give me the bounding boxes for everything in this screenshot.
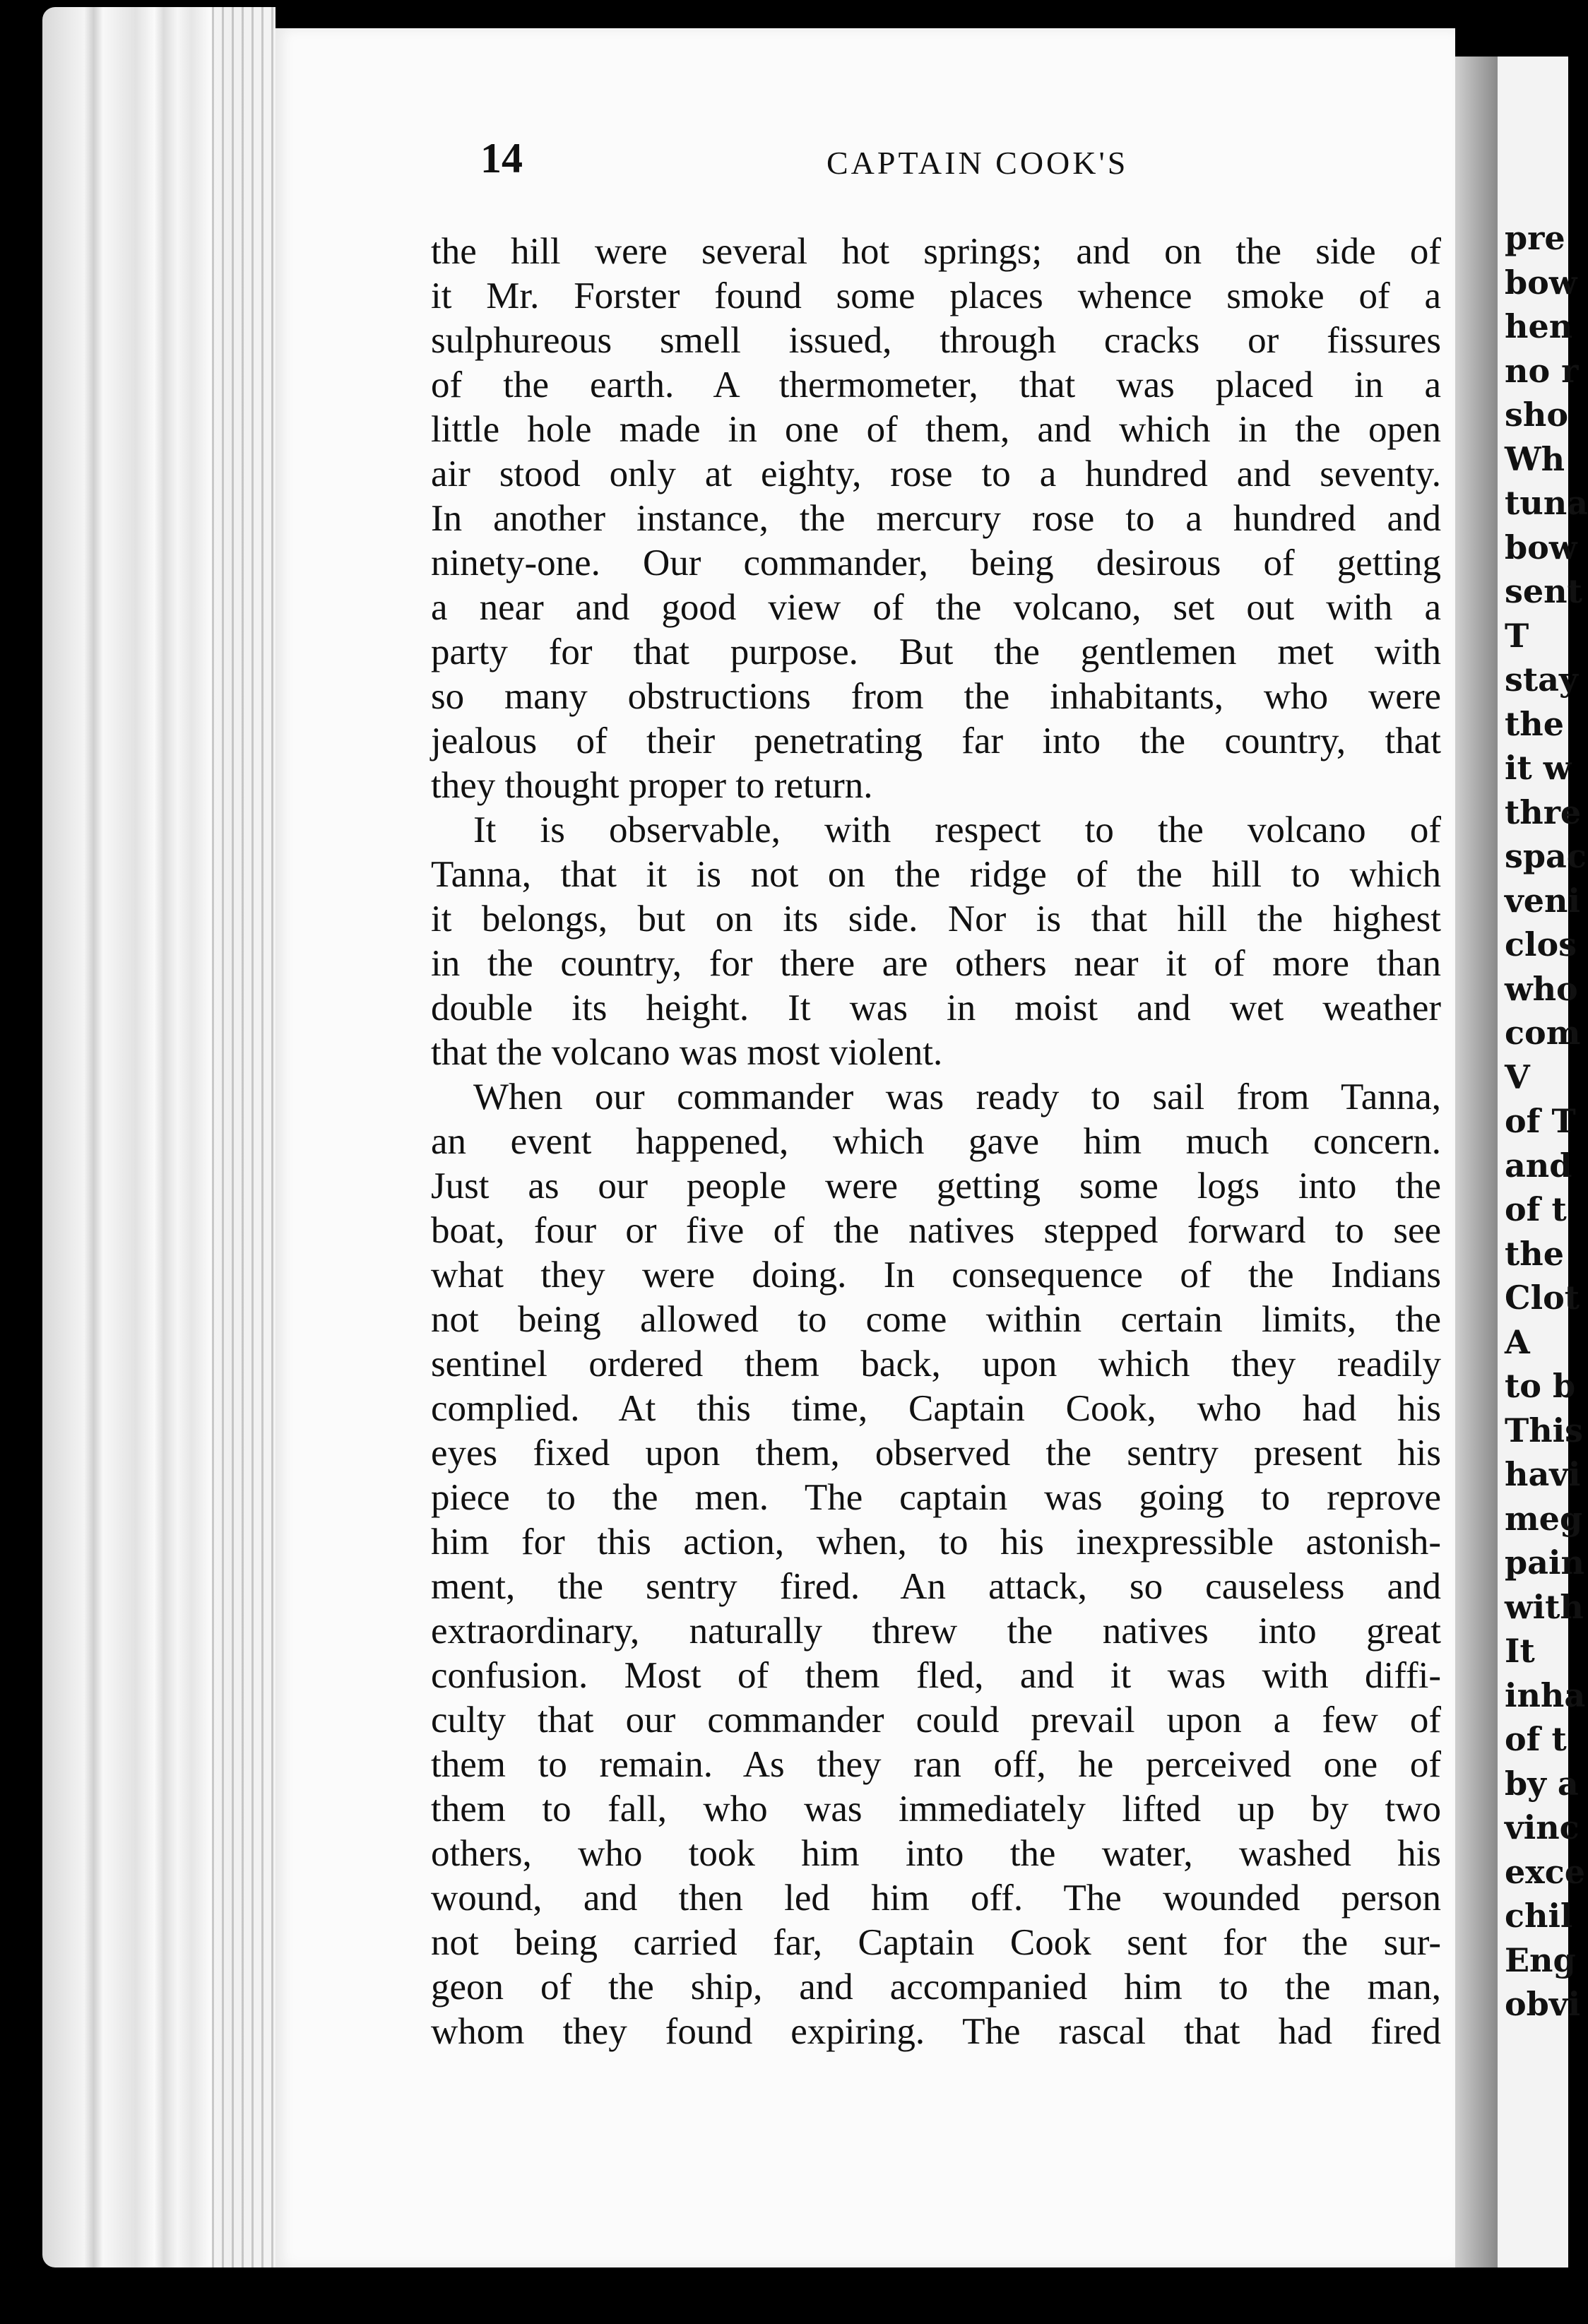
text-line: sentinel ordered them back, upon which they readily (431, 1344, 1441, 1385)
facing-page-fragment: A (1505, 1322, 1530, 1361)
text-line: confusion. Most of them fled, and it was with diffi- (431, 1655, 1441, 1696)
running-head: CAPTAIN COOK'S (826, 145, 1129, 181)
facing-page-fragment: with (1505, 1587, 1584, 1626)
text-line: that the volcano was most violent. (431, 1032, 943, 1073)
facing-page-fragment: T (1505, 616, 1529, 655)
text-line: jealous of their penetrating far into the country, that (431, 721, 1441, 761)
text-line: eyes fixed upon them, observed the sentry present his (431, 1433, 1441, 1474)
text-line: so many obstructions from the inhabitants, who were (431, 676, 1441, 717)
facing-page-fragment: it w (1505, 749, 1572, 787)
text-line: a near and good view of the volcano, set out with a (431, 587, 1441, 628)
facing-page-fragment: Wh (1505, 439, 1565, 478)
text-line: it belongs, but on its side. Nor is that hill the highest (431, 899, 1441, 939)
text-line: little hole made in one of them, and which in the open (431, 409, 1441, 450)
text-line: complied. At this time, Captain Cook, who had his (431, 1388, 1441, 1429)
text-line: in the country, for there are others near it of more than (431, 943, 1441, 984)
facing-page-fragment: pre (1505, 219, 1565, 257)
text-line: boat, four or five of the natives stepped forward to see (431, 1210, 1441, 1251)
facing-page-fragment: and (1505, 1146, 1572, 1185)
facing-page-fragment: This (1505, 1411, 1584, 1449)
facing-page-fragment: inha (1505, 1676, 1586, 1714)
text-line: piece to the men. The captain was going to reprove (431, 1477, 1441, 1518)
facing-page-fragment: who (1505, 969, 1578, 1008)
text-line: of the earth. A thermometer, that was placed in a (431, 364, 1441, 405)
text-line: not being allowed to come within certain limits, the (431, 1299, 1441, 1340)
text-line: double its height. It was in moist and wet weather (431, 988, 1441, 1028)
facing-page-fragment: hen (1505, 307, 1573, 345)
text-line: whom they found expiring. The rascal that had fired (431, 2011, 1441, 2052)
facing-page-fragment: spac (1505, 837, 1587, 875)
gutter-shadow (1455, 57, 1498, 2267)
text-line: Tanna, that it is not on the ridge of the hill to which (431, 854, 1441, 895)
text-line: what they were doing. In consequence of the Indians (431, 1255, 1441, 1296)
text-line: It is observable, with respect to the volcano of (473, 810, 1441, 850)
text-line: sulphureous smell issued, through cracks or fissures (431, 320, 1441, 361)
facing-page-fragment: com (1505, 1014, 1581, 1052)
facing-page (1498, 57, 1588, 2267)
text-line: wound, and then led him off. The wounded person (431, 1878, 1441, 1919)
page-edges (212, 7, 275, 2267)
facing-page-fragment: chil (1505, 1897, 1573, 1935)
body-text (431, 230, 1441, 2054)
facing-page-fragment: no r (1505, 351, 1579, 390)
facing-page-fragment: of t (1505, 1190, 1567, 1228)
text-line: them to remain. As they ran off, he perceived one of (431, 1744, 1441, 1785)
text-line: Just as our people were getting some logs into the (431, 1166, 1441, 1207)
facing-page-fragment: havi (1505, 1455, 1581, 1493)
page-number: 14 (480, 135, 523, 182)
text-line: the hill were several hot springs; and on the side of (431, 231, 1441, 272)
facing-page-fragment: vinc (1505, 1808, 1580, 1846)
text-line: him for this action, when, to his inexpressible astonish- (431, 1522, 1441, 1563)
text-line: party for that purpose. But the gentlemen met with (431, 632, 1441, 672)
facing-page-fragment: the (1505, 704, 1564, 743)
text-line: not being carried far, Captain Cook sent for the sur- (431, 1922, 1441, 1963)
facing-page-fragment: by a (1505, 1764, 1579, 1803)
facing-page-fragment: the (1505, 1234, 1564, 1273)
text-line: culty that our commander could prevail upon a few of (431, 1700, 1441, 1741)
facing-page-fragment: to b (1505, 1367, 1576, 1405)
facing-page-fragment: clos (1505, 925, 1577, 964)
facing-page-fragment: V (1505, 1057, 1530, 1096)
facing-page-fragment: pain (1505, 1543, 1584, 1582)
text-line: When our commander was ready to sail from Tanna, (473, 1077, 1441, 1117)
text-line: others, who took him into the water, washed his (431, 1833, 1441, 1874)
facing-page-fragment: tuna (1505, 484, 1588, 522)
facing-page-fragment: obvi (1505, 1985, 1581, 2023)
text-line: an event happened, which gave him much concern. (431, 1121, 1441, 1162)
facing-page-fragment: sent (1505, 572, 1582, 610)
text-line: them to fall, who was immediately lifted up by two (431, 1789, 1441, 1830)
facing-page-fragment: bow (1505, 263, 1577, 302)
facing-page-fragment: of t (1505, 1720, 1567, 1758)
facing-page-fragment: It (1505, 1632, 1535, 1670)
facing-page-fragment: sho (1505, 396, 1569, 434)
text-line: it Mr. Forster found some places whence smoke of a (431, 275, 1441, 316)
text-line: extraordinary, naturally threw the natives into great (431, 1611, 1441, 1652)
facing-page-fragment: exce (1505, 1852, 1585, 1891)
text-line: ninety-one. Our commander, being desirous of getting (431, 543, 1441, 583)
facing-page-fragment: Eng (1505, 1940, 1576, 1979)
text-line: they thought proper to return. (431, 765, 873, 806)
facing-page-fragment: of T (1505, 1102, 1576, 1140)
text-line: air stood only at eighty, rose to a hundred and seventy. (431, 453, 1441, 494)
facing-page-fragment: thre (1505, 793, 1582, 831)
facing-page-fragment: Clot (1505, 1279, 1580, 1317)
facing-page-fragment: stay (1505, 660, 1578, 699)
text-line: ment, the sentry fired. An attack, so causeless and (431, 1566, 1441, 1607)
page-header (480, 134, 1434, 191)
text-line: geon of the ship, and accompanied him to the man, (431, 1967, 1441, 2008)
text-line: In another instance, the mercury rose to a hundred and (431, 498, 1441, 539)
facing-page-fragment: meg (1505, 1499, 1583, 1538)
facing-page-fragment: veni (1505, 881, 1580, 920)
facing-page-fragment: bow (1505, 528, 1577, 567)
